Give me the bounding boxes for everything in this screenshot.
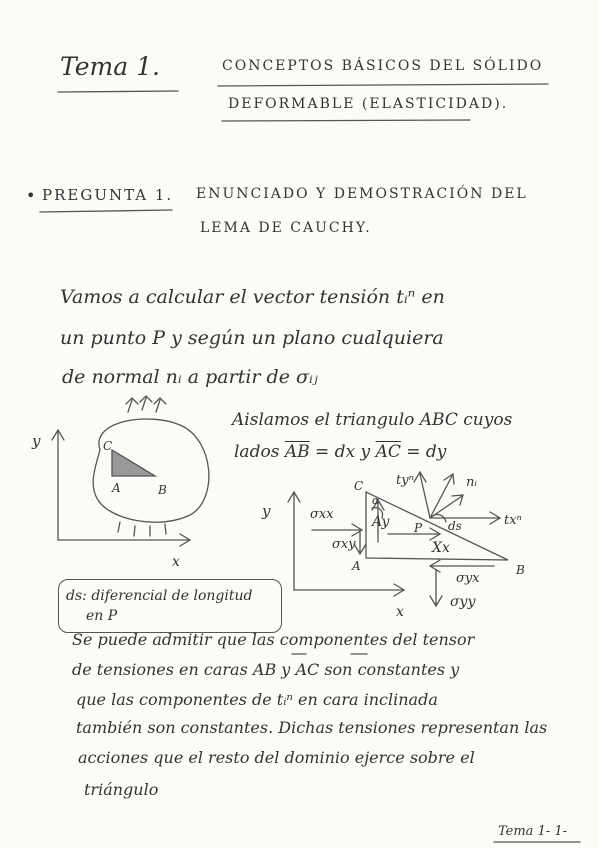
question-line-1: ENUNCIADO Y DEMOSTRACIÓN DEL	[196, 186, 528, 202]
statement-line-5: acciones que el resto del dominio ejerce sobre el	[78, 748, 475, 767]
sigma-xx-label: σxx	[310, 507, 334, 522]
normal-label: nᵢ	[466, 475, 477, 490]
ay-label: Ay	[372, 514, 390, 530]
ty-arrow	[414, 472, 430, 518]
question-label: PREGUNTA 1.	[42, 186, 174, 204]
tx-label: txⁿ	[504, 513, 522, 528]
sigma-yy-arrow	[430, 570, 442, 606]
load-arrow-1	[126, 398, 138, 412]
intro-line-1: Vamos a calcular el vector tensión tᵢⁿ en	[60, 286, 445, 308]
statement-line-6: triángulo	[84, 780, 159, 799]
note-line-2: en P	[86, 608, 118, 624]
segment-ac: $\overline{AC}$	[375, 442, 401, 462]
note-line-1: ds: diferencial de longitud	[66, 588, 253, 604]
left-label-a: A	[112, 481, 121, 495]
right-label-c: C	[354, 479, 364, 493]
tema-title: Tema 1.	[60, 52, 160, 81]
tema-underline	[58, 91, 178, 92]
load-arrow-3	[154, 398, 166, 412]
question-line-2: LEMA DE CAUCHY.	[200, 220, 372, 236]
ty-label: tyⁿ	[396, 473, 414, 488]
statement-suffix: son constantes y	[324, 660, 460, 679]
sigma-xy-label: σxy	[332, 537, 356, 552]
right-y-label: y	[262, 502, 271, 520]
statement-mid: y	[281, 660, 291, 679]
body-outline	[93, 419, 209, 522]
right-x-label: x	[396, 604, 404, 620]
segment-ab: $\overline{AB}$	[284, 442, 310, 462]
statement-prefix: de tensiones en caras	[72, 660, 248, 679]
load-arrow-2	[140, 396, 152, 410]
intro-line-3: de normal nᵢ a partir de σᵢⱼ	[62, 366, 318, 388]
small-triangle	[112, 450, 155, 476]
title-underline-2	[222, 120, 470, 121]
left-x-label: x	[172, 554, 180, 570]
statement-line-2	[72, 660, 459, 679]
left-y-label: y	[32, 432, 41, 450]
title-line-1: CONCEPTOS BÁSICOS DEL SÓLIDO	[222, 58, 544, 74]
alpha-label: α	[372, 494, 380, 507]
sigma-yx-label: σyx	[456, 571, 480, 586]
intro-line-2: un punto P y según un plano cualquiera	[60, 327, 444, 349]
sigma-xx-arrow	[312, 524, 362, 536]
isolate-suffix: = dy	[406, 442, 447, 462]
title-underline-1	[218, 84, 548, 86]
support-ticks	[118, 522, 166, 536]
question-bullet: •	[26, 186, 36, 205]
page-footer: Tema 1- 1-	[498, 824, 568, 839]
isolate-line-1: Aislamos el triangulo ABC cuyos	[232, 410, 513, 430]
left-label-c: C	[103, 439, 113, 453]
tx-arrow	[430, 512, 500, 524]
title-line-2: DEFORMABLE (ELASTICIDAD).	[228, 96, 509, 112]
isolate-mid: = dx y	[315, 442, 371, 462]
ds-label: ds	[448, 519, 462, 533]
normal-arrow	[430, 474, 454, 518]
statement-ab: AB	[252, 660, 277, 679]
sigma-yy-label: σyy	[450, 594, 476, 610]
right-label-b: B	[516, 563, 525, 577]
left-label-b: B	[158, 483, 167, 497]
statement-line-1: Se puede admitir que las componentes del tensor	[72, 630, 475, 649]
isolate-prefix: lados	[234, 442, 280, 462]
point-p-label: P	[414, 521, 423, 535]
xx-label: Xx	[432, 540, 450, 556]
statement-line-4: también son constantes. Dichas tensiones representan las	[76, 718, 548, 737]
right-label-a: A	[352, 559, 361, 573]
statement-ac: AC	[295, 660, 320, 679]
statement-line-3: que las componentes de tᵢⁿ en cara inclinada	[76, 690, 438, 709]
question-underline	[40, 210, 172, 212]
